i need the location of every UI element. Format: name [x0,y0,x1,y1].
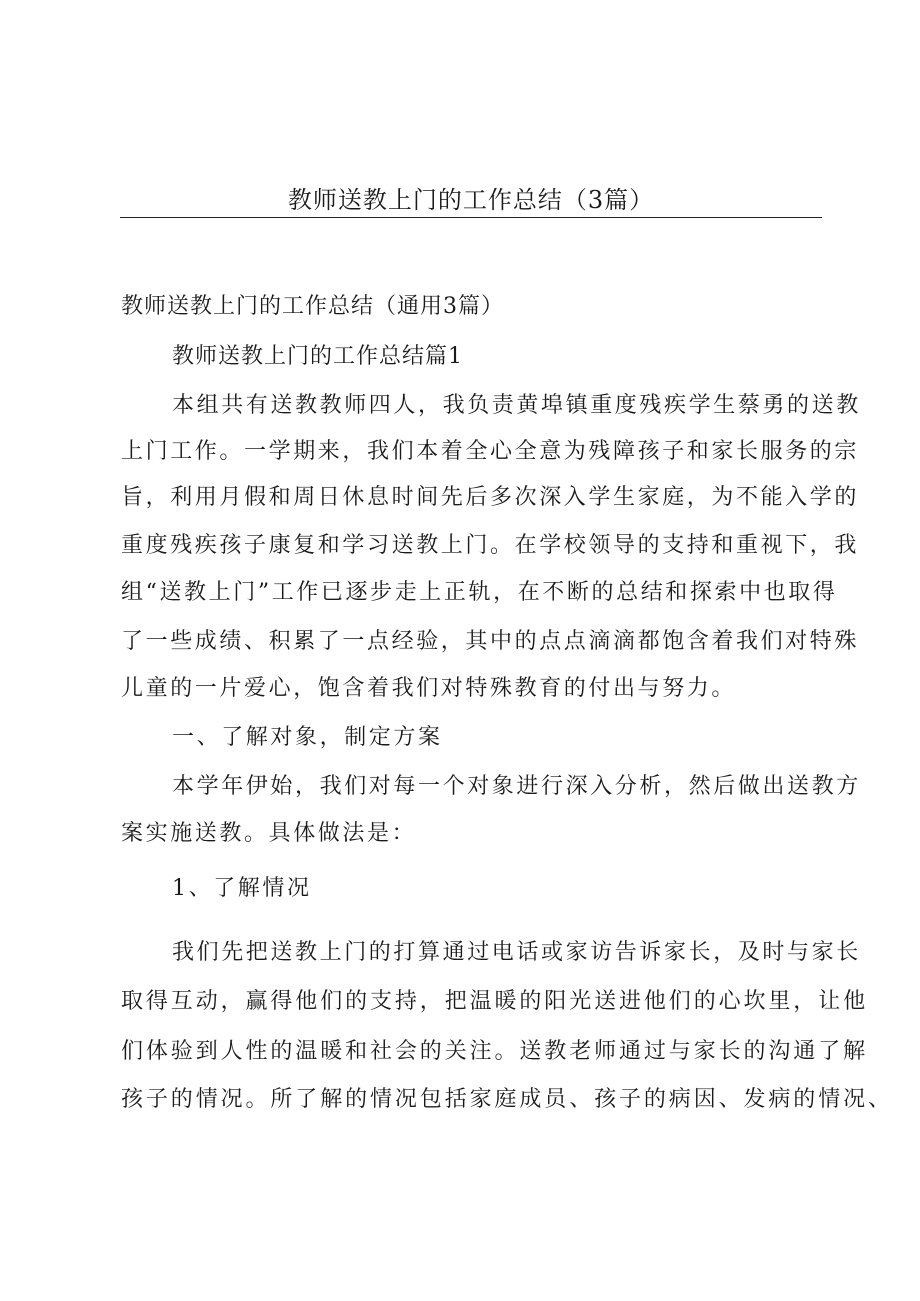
paragraph3-line: 取得互动，赢得他们的支持，把温暖的阳光送进他们的心坎里，让他 [121,989,869,1014]
paragraph3-line: 们体验到人性的温暖和社会的关注。送教老师通过与家长的沟通了解 [121,1039,869,1064]
paragraph1-line: 组“送教上门”工作已逐步走上正轨，在不断的总结和探索中也取得 [121,580,838,605]
paragraph1-line: 儿童的一片爱心，饱含着我们对特殊教育的付出与努力。 [121,676,737,701]
section-heading: 教师送教上门的工作总结篇1 [172,344,463,369]
heading-understand-objects: 一、了解对象，制定方案 [172,725,443,750]
document-title: 教师送教上门的工作总结（3篇） [287,186,655,214]
paragraph2-line: 本学年伊始，我们对每一个对象进行深入分析，然后做出送教方 [172,774,861,799]
paragraph1-line: 上门工作。一学期来，我们本着全心全意为残障孩子和家长服务的宗 [121,439,860,464]
paragraph1-line: 旨，利用月假和周日休息时间先后多次深入学生家庭，为不能入学的 [121,485,860,510]
title-underline [120,217,822,218]
paragraph1-line: 重度残疾孩子康复和学习送教上门。在学校领导的支持和重视下，我 [121,533,860,558]
paragraph1-line: 了一些成绩、积累了一点经验，其中的点点滴滴都饱含着我们对特殊 [121,629,860,654]
document-subtitle: 教师送教上门的工作总结（通用3篇） [121,294,504,319]
paragraph3-line: 孩子的情况。所了解的情况包括家庭成员、孩子的病因、发病的情况、 [121,1087,893,1112]
paragraph2-line: 案实施送教。具体做法是： [121,821,417,846]
paragraph1-line: 本组共有送教教师四人，我负责黄埠镇重度残疾学生蔡勇的送教 [172,393,861,418]
heading-understand-situation: 1、了解情况 [172,876,312,901]
paragraph3-line: 我们先把送教上门的打算通过电话或家访告诉家长，及时与家长 [172,940,861,965]
